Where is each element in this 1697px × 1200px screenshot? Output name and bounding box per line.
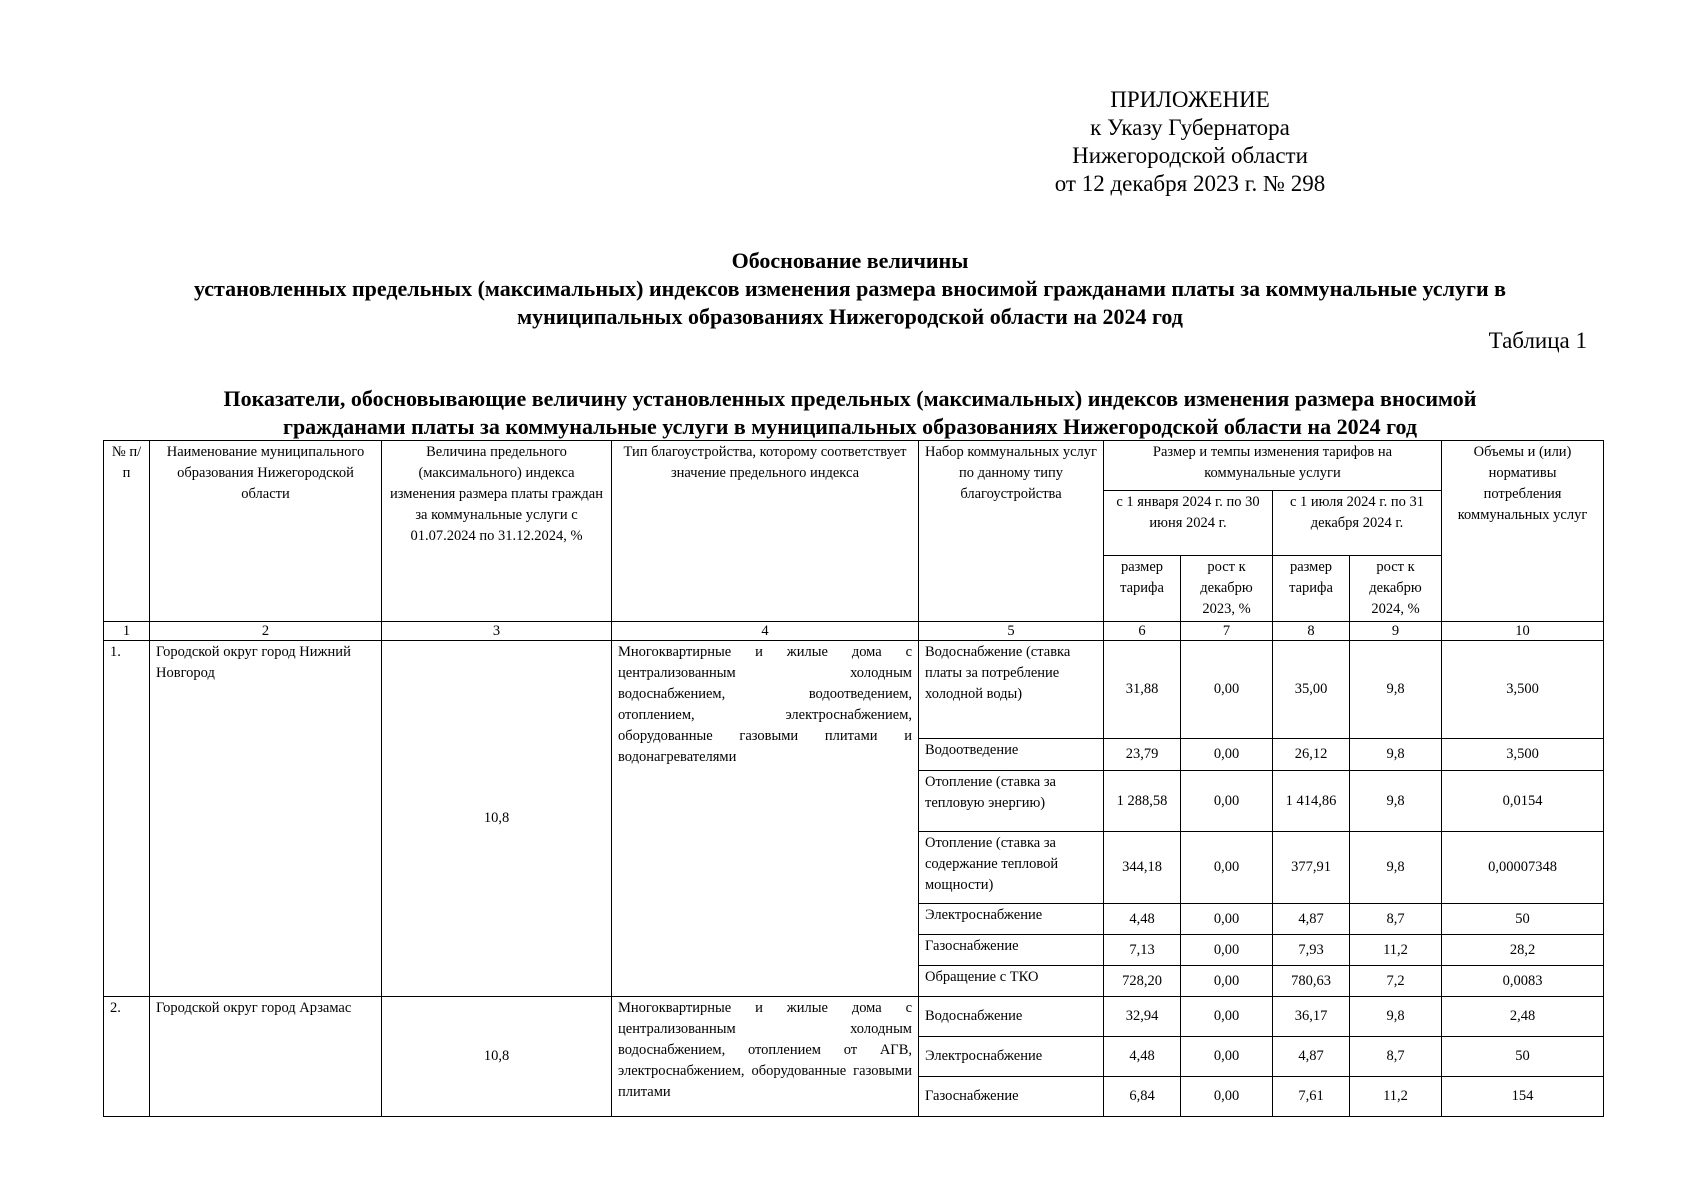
growth-2: 9,8 — [1350, 997, 1442, 1037]
service-name: Электроснабжение — [919, 904, 1104, 935]
growth-1: 0,00 — [1181, 935, 1273, 966]
municipality-name: Городской округ город Арзамас — [150, 997, 382, 1117]
header-municipality: Наименование муниципального образования Нижегородской области — [150, 441, 382, 622]
volume: 3,500 — [1442, 641, 1604, 739]
col-number: 3 — [382, 622, 612, 641]
col-number: 10 — [1442, 622, 1604, 641]
index-value: 10,8 — [382, 641, 612, 997]
service-name: Водоснабжение — [919, 997, 1104, 1037]
growth-2: 9,8 — [1350, 739, 1442, 771]
header-num: № п/п — [104, 441, 150, 622]
growth-2: 9,8 — [1350, 832, 1442, 904]
growth-1: 0,00 — [1181, 1077, 1273, 1117]
volume: 0,0083 — [1442, 966, 1604, 997]
growth-2: 9,8 — [1350, 641, 1442, 739]
tariff-2: 4,87 — [1273, 904, 1350, 935]
row-num: 1. — [104, 641, 150, 997]
growth-1: 0,00 — [1181, 997, 1273, 1037]
subtitle-line-1: Показатели, обосновывающие величину установленных предельных (максимальных) индексов изменения размера вносимой — [223, 386, 1477, 411]
growth-1: 0,00 — [1181, 832, 1273, 904]
header-tariff-2: размер тарифа — [1273, 556, 1350, 622]
tariff-1: 344,18 — [1104, 832, 1181, 904]
appendix-label: ПРИЛОЖЕНИЕ — [1110, 87, 1270, 112]
growth-1: 0,00 — [1181, 966, 1273, 997]
col-number: 2 — [150, 622, 382, 641]
subtitle-line-2: гражданами платы за коммунальные услуги в муниципальных образованиях Нижегородской области на 2024 год — [282, 414, 1418, 439]
tariff-2: 4,87 — [1273, 1037, 1350, 1077]
header-tariffs-group: Размер и темпы изменения тарифов на коммунальные услуги — [1104, 441, 1442, 491]
improvement-type: Многоквартирные и жилые дома с централизованным холодным водоснабжением, отоплением от АГВ, электроснабжением, оборудованные газовыми плитами — [612, 997, 919, 1117]
appendix-region: Нижегородской области — [1072, 143, 1308, 168]
growth-1: 0,00 — [1181, 641, 1273, 739]
service-name: Отопление (ставка за содержание тепловой мощности) — [919, 832, 1104, 904]
tariff-1: 4,48 — [1104, 1037, 1181, 1077]
volume: 50 — [1442, 1037, 1604, 1077]
volume: 0,0154 — [1442, 771, 1604, 832]
service-name: Электроснабжение — [919, 1037, 1104, 1077]
document-title — [100, 247, 1600, 331]
service-name: Газоснабжение — [919, 935, 1104, 966]
growth-2: 11,2 — [1350, 1077, 1442, 1117]
tariff-2: 1 414,86 — [1273, 771, 1350, 832]
appendix-header — [1040, 86, 1340, 198]
tariff-2: 377,91 — [1273, 832, 1350, 904]
improvement-type: Многоквартирные и жилые дома с централизованным холодным водоснабжением, водоотведением, отоплением, электроснабжением, оборудованные газовыми плитами и водонагревателями — [612, 641, 919, 997]
growth-1: 0,00 — [1181, 904, 1273, 935]
tariff-2: 7,61 — [1273, 1077, 1350, 1117]
header-tariff-1: размер тарифа — [1104, 556, 1181, 622]
appendix-date: от 12 декабря 2023 г. № 298 — [1054, 171, 1326, 196]
volume: 0,00007348 — [1442, 832, 1604, 904]
service-name: Отопление (ставка за тепловую энергию) — [919, 771, 1104, 832]
title-line-2: установленных предельных (максимальных) индексов изменения размера вносимой гражданами платы за коммунальные услуги в — [193, 276, 1507, 301]
tariff-1: 4,48 — [1104, 904, 1181, 935]
table-row — [104, 641, 1604, 739]
tariff-1: 1 288,58 — [1104, 771, 1181, 832]
service-name: Газоснабжение — [919, 1077, 1104, 1117]
tariff-1: 31,88 — [1104, 641, 1181, 739]
appendix-decree: к Указу Губернатора — [1090, 115, 1290, 140]
header-growth-2: рост к декабрю 2024, % — [1350, 556, 1442, 622]
growth-2: 9,8 — [1350, 771, 1442, 832]
volume: 28,2 — [1442, 935, 1604, 966]
growth-2: 8,7 — [1350, 1037, 1442, 1077]
title-line-3: муниципальных образованиях Нижегородской области на 2024 год — [517, 304, 1183, 329]
header-volumes: Объемы и (или) нормативы потребления коммунальных услуг — [1442, 441, 1604, 622]
volume: 3,500 — [1442, 739, 1604, 771]
header-growth-1: рост к декабрю 2023, % — [1181, 556, 1273, 622]
growth-1: 0,00 — [1181, 771, 1273, 832]
row-num: 2. — [104, 997, 150, 1117]
header-index: Величина предельного (максимального) индекса изменения размера платы граждан за коммунальные услуги с 01.07.2024 по 31.12.2024, % — [382, 441, 612, 622]
growth-2: 11,2 — [1350, 935, 1442, 966]
growth-1: 0,00 — [1181, 1037, 1273, 1077]
col-number: 4 — [612, 622, 919, 641]
tariff-1: 23,79 — [1104, 739, 1181, 771]
col-number: 1 — [104, 622, 150, 641]
header-services: Набор коммунальных услуг по данному типу благоустройства — [919, 441, 1104, 622]
volume: 154 — [1442, 1077, 1604, 1117]
service-name: Обращение с ТКО — [919, 966, 1104, 997]
volume: 2,48 — [1442, 997, 1604, 1037]
col-number: 9 — [1350, 622, 1442, 641]
table-label: Таблица 1 — [1488, 328, 1587, 353]
header-improvement-type: Тип благоустройства, которому соответствует значение предельного индекса — [612, 441, 919, 622]
tariff-2: 36,17 — [1273, 997, 1350, 1037]
col-number: 5 — [919, 622, 1104, 641]
municipality-name: Городской округ город Нижний Новгород — [150, 641, 382, 997]
tariff-1: 32,94 — [1104, 997, 1181, 1037]
column-numbers-row — [104, 622, 1604, 641]
tariff-1: 7,13 — [1104, 935, 1181, 966]
indicators-table — [103, 440, 1604, 1117]
col-number: 8 — [1273, 622, 1350, 641]
tariff-1: 728,20 — [1104, 966, 1181, 997]
growth-2: 8,7 — [1350, 904, 1442, 935]
volume: 50 — [1442, 904, 1604, 935]
table-title — [100, 385, 1600, 441]
growth-2: 7,2 — [1350, 966, 1442, 997]
service-name: Водоснабжение (ставка платы за потребление холодной воды) — [919, 641, 1104, 739]
title-line-1: Обоснование величины — [731, 248, 969, 273]
tariff-2: 26,12 — [1273, 739, 1350, 771]
tariff-2: 7,93 — [1273, 935, 1350, 966]
col-number: 7 — [1181, 622, 1273, 641]
tariff-2: 780,63 — [1273, 966, 1350, 997]
table-row — [104, 997, 1604, 1037]
growth-1: 0,00 — [1181, 739, 1273, 771]
tariff-1: 6,84 — [1104, 1077, 1181, 1117]
col-number: 6 — [1104, 622, 1181, 641]
index-value: 10,8 — [382, 997, 612, 1117]
header-period-2: с 1 июля 2024 г. по 31 декабря 2024 г. — [1273, 491, 1442, 556]
service-name: Водоотведение — [919, 739, 1104, 771]
tariff-2: 35,00 — [1273, 641, 1350, 739]
header-period-1: с 1 января 2024 г. по 30 июня 2024 г. — [1104, 491, 1273, 556]
